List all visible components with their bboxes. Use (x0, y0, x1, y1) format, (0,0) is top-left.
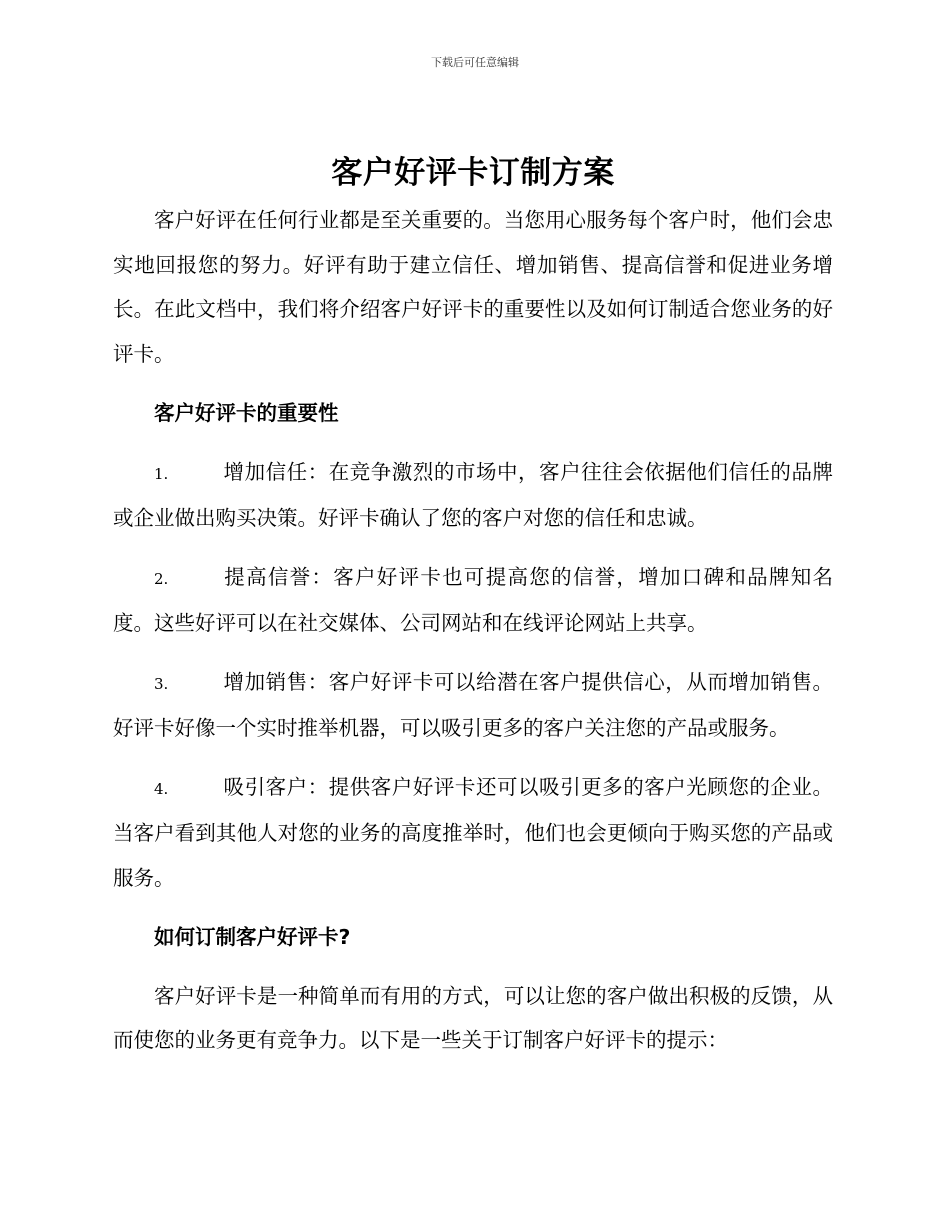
intro-paragraph: 客户好评在任何行业都是至关重要的。当您用心服务每个客户时，他们会忠实地回报您的努力。好评有助于建立信任、增加销售、提高信誉和促进业务增长。在此文档中，我们将介绍客户好评卡的重要性以及如何订制适合您业务的好评卡。 (113, 208, 833, 366)
document-title: 客户好评卡订制方案 (331, 155, 615, 191)
importance-list (113, 450, 833, 901)
section-heading-importance: 客户好评卡的重要性 (154, 401, 339, 425)
document-content (113, 148, 833, 1063)
list-item-text: 增加信任：在竞争激烈的市场中，客户往往会依据他们信任的品牌或企业做出购买决策。好评卡确认了您的客户对您的信任和忠诚。 (113, 459, 833, 530)
list-number: 4. (154, 779, 169, 798)
how-to-paragraph: 客户好评卡是一种简单而有用的方式，可以让您的客户做出积极的反馈，从而使您的业务更有竞争力。以下是一些关于订制客户好评卡的提示： (113, 983, 833, 1052)
list-item (113, 765, 833, 901)
list-item-text: 吸引客户：提供客户好评卡还可以吸引更多的客户光顾您的企业。当客户看到其他人对您的业务的高度推举时，他们也会更倾向于购买您的产品或服务。 (113, 774, 833, 890)
list-number: 1. (154, 464, 169, 483)
header-note: 下载后可任意编辑 (431, 56, 519, 69)
list-item (113, 450, 833, 541)
list-item-text: 提高信誉：客户好评卡也可提高您的信誉，增加口碑和品牌知名度。这些好评可以在社交媒体、公司网站和在线评论网站上共享。 (113, 564, 833, 635)
list-number: 3. (154, 674, 169, 693)
list-number: 2. (154, 569, 169, 588)
section-heading-how-to: 如何订制客户好评卡? (154, 925, 351, 949)
list-item (113, 660, 833, 751)
list-item-text: 增加销售：客户好评卡可以给潜在客户提供信心，从而增加销售。好评卡好像一个实时推举机器，可以吸引更多的客户关注您的产品或服务。 (113, 669, 833, 740)
list-item (113, 555, 833, 646)
